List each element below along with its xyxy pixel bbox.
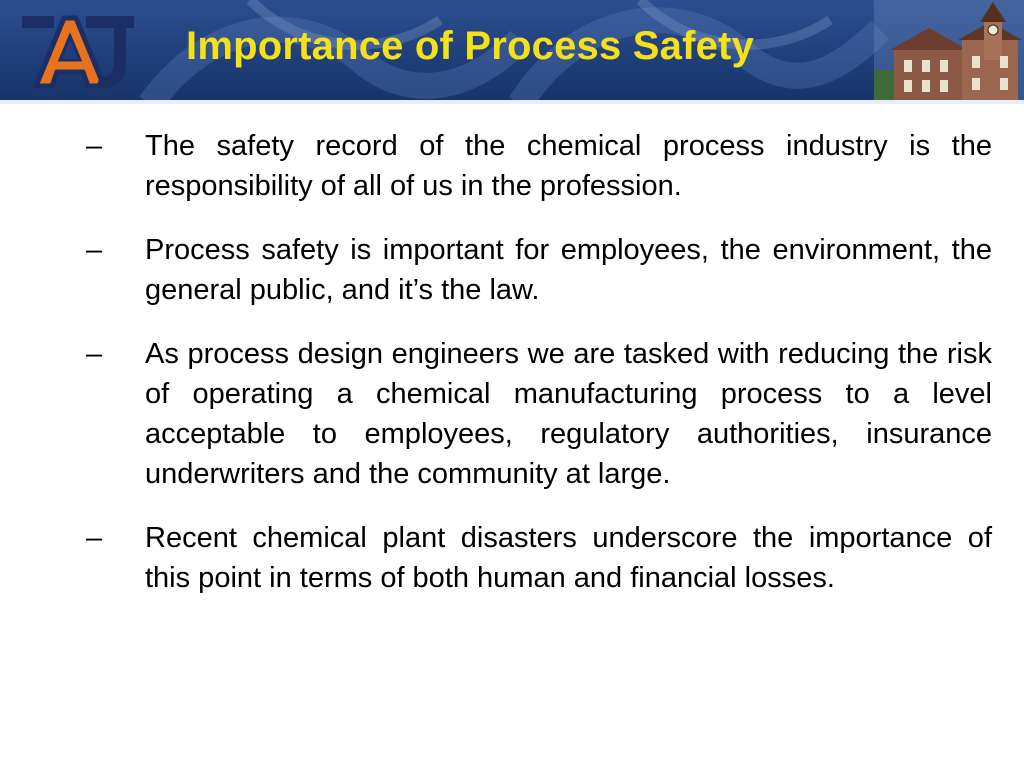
slide-title: Importance of Process Safety (186, 24, 755, 68)
list-item (0, 230, 1024, 310)
list-item-text: Recent chemical plant disasters underscore the importance of this point in terms of both human and financial losses. (145, 522, 992, 594)
bullet-dash: – (86, 522, 103, 554)
list-item-text: As process design engineers we are tasked with reducing the risk of operating a chemical manufacturing process to a level acceptable to employees, regulatory authorities, insurance underwriters and the community at large. (145, 338, 992, 490)
header-divider (0, 100, 1024, 104)
list-item-text: The safety record of the chemical process industry is the responsibility of all of us in the profession. (145, 130, 992, 202)
bullet-list (0, 126, 1024, 622)
bullet-dash: – (86, 130, 103, 162)
list-item (0, 126, 1024, 206)
bullet-dash: – (86, 338, 103, 370)
list-item-text: Process safety is important for employees, the environment, the general public, and it’s the law. (145, 234, 992, 306)
clock-tower-building-image (874, 0, 1024, 100)
list-item (0, 334, 1024, 494)
header-banner (0, 0, 1024, 104)
list-item (0, 518, 1024, 598)
bullet-dash: – (86, 234, 103, 266)
au-logo (14, 6, 140, 94)
